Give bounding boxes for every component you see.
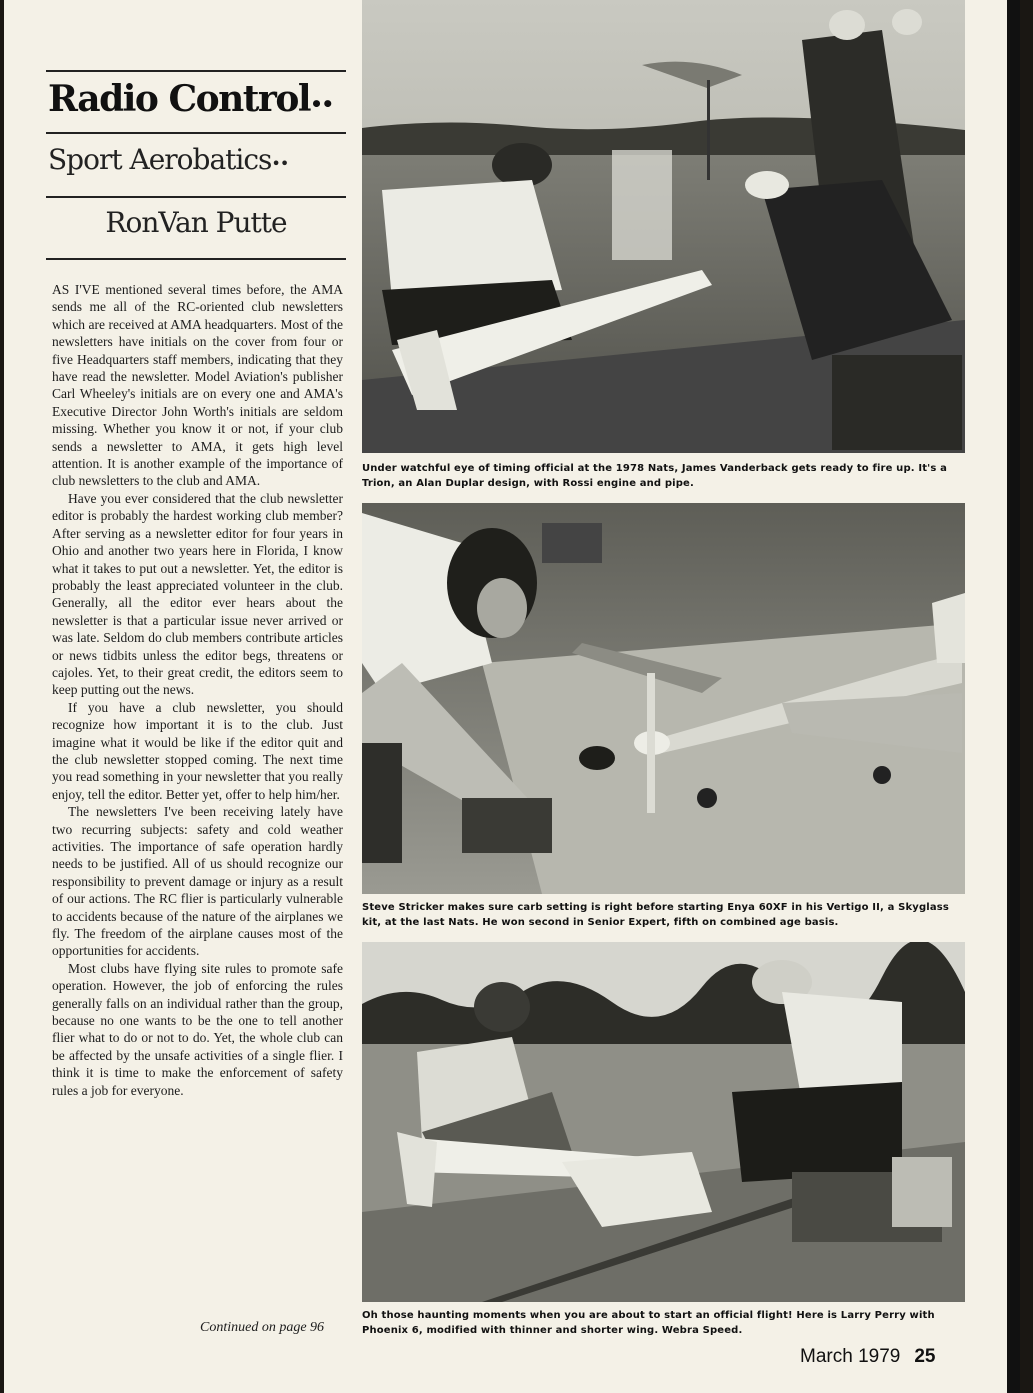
magazine-page bbox=[4, 0, 1020, 1393]
article-paragraph: Have you ever considered that the club newsletter editor is probably the hardest working club member? After serving as a newsletter editor for four years in Ohio and another two years here in Florida, I know what it takes to put out a newsletter. Yet, the editor is probably the least appreciated volunteer in the club. Generally, all the editor ever hears about the newsletter is that a particular issue never arrived or was late. Seldom do club members contribute articles or news tidbits unless the editor begs, threatens or cajoles. Yet, to their great credit, the editors seem to keep putting out the news. bbox=[52, 490, 343, 698]
photo-2-image bbox=[362, 503, 965, 894]
photo-2-caption: Steve Stricker makes sure carb setting is right before starting Enya 60XF in his Vertigo II, a Skyglass kit, at the last Nats. He won second in Senior Expert, fifth on combined age basis. bbox=[362, 902, 949, 928]
header-rule-middle bbox=[46, 132, 346, 134]
section-title: Radio Control•• bbox=[48, 78, 333, 120]
photo-1-image bbox=[362, 0, 965, 453]
page-number: 25 bbox=[914, 1346, 936, 1367]
page-edge-shadow bbox=[1007, 0, 1020, 1393]
photo-1-caption: Under watchful eye of timing official at the 1978 Nats, James Vanderback gets ready to fire up. It's a Trion, an Alan Duplar design, with Rossi engine and pipe. bbox=[362, 463, 947, 489]
continued-note: Continued on page 96 bbox=[200, 1320, 325, 1335]
page-footer bbox=[800, 1346, 935, 1368]
photo-3-image bbox=[362, 942, 965, 1302]
article-paragraph: If you have a club newsletter, you should recognize how important it is to the club. Just imagine what it would be like if the editor quit and the club newsletter stopped coming. The next time you read something in your newsletter that you really enjoy, tell the editor. Better yet, offer to help him/her. bbox=[52, 699, 343, 802]
photo-3-caption: Oh those haunting moments when you are about to start an official flight! Here is Larry Perry with Phoenix 6, modified with thinner and shorter wing. Webra Speed. bbox=[362, 1310, 935, 1336]
article-body bbox=[52, 281, 343, 1099]
photo-trion-nats bbox=[362, 0, 965, 453]
article-paragraph: Most clubs have flying site rules to promote safe operation. However, the job of enforcing the rules generally falls on an individual rather than the group, because no one wants to be the one to tell another flier what to do or not to do. Yet, the whole club can be affected by the unsafe activities of a single flier. I think it is time to make the enforcement of safety rules a job for everyone. bbox=[52, 960, 343, 1098]
header-rule-bottom bbox=[46, 258, 346, 260]
article-paragraph: The newsletters I've been receiving lately have two recurring subjects: safety and cold weather activities. The importance of safe operation hardly needs to be justified. All of us should recognize our responsibility to prevent damage or injury as a result of our actions. The RC flier is particularly vulnerable to accidents because of the nature of the airplanes we fly. The freedom of the airplane causes most of the opportunities for accidents. bbox=[52, 804, 343, 959]
photo-phoenix-6 bbox=[362, 942, 965, 1302]
issue-date: March 1979 bbox=[800, 1346, 901, 1367]
article-paragraph: AS I'VE mentioned several times before, the AMA sends me all of the RC-oriented club newsletters which are received at AMA headquarters. Most of the newsletters have initials on the cover from four or five Headquarters staff members, indicating that they have read the newsletter. Model Aviation's publisher Carl Wheeley's initials are on every one and AMA's Executive Director John Worth's initials are seldom missing. Whether you know it or not, if your club sends a newsletter to AMA, it gets high level attention. It is another example of the importance of club newsletters to the club and AMA. bbox=[52, 282, 343, 489]
header-rule-top bbox=[46, 70, 346, 72]
photo-vertigo-ii bbox=[362, 503, 965, 894]
header-rule-lower bbox=[46, 196, 346, 198]
column-name: Sport Aerobatics•• bbox=[48, 143, 289, 176]
author-byline: RonVan Putte bbox=[105, 206, 287, 239]
